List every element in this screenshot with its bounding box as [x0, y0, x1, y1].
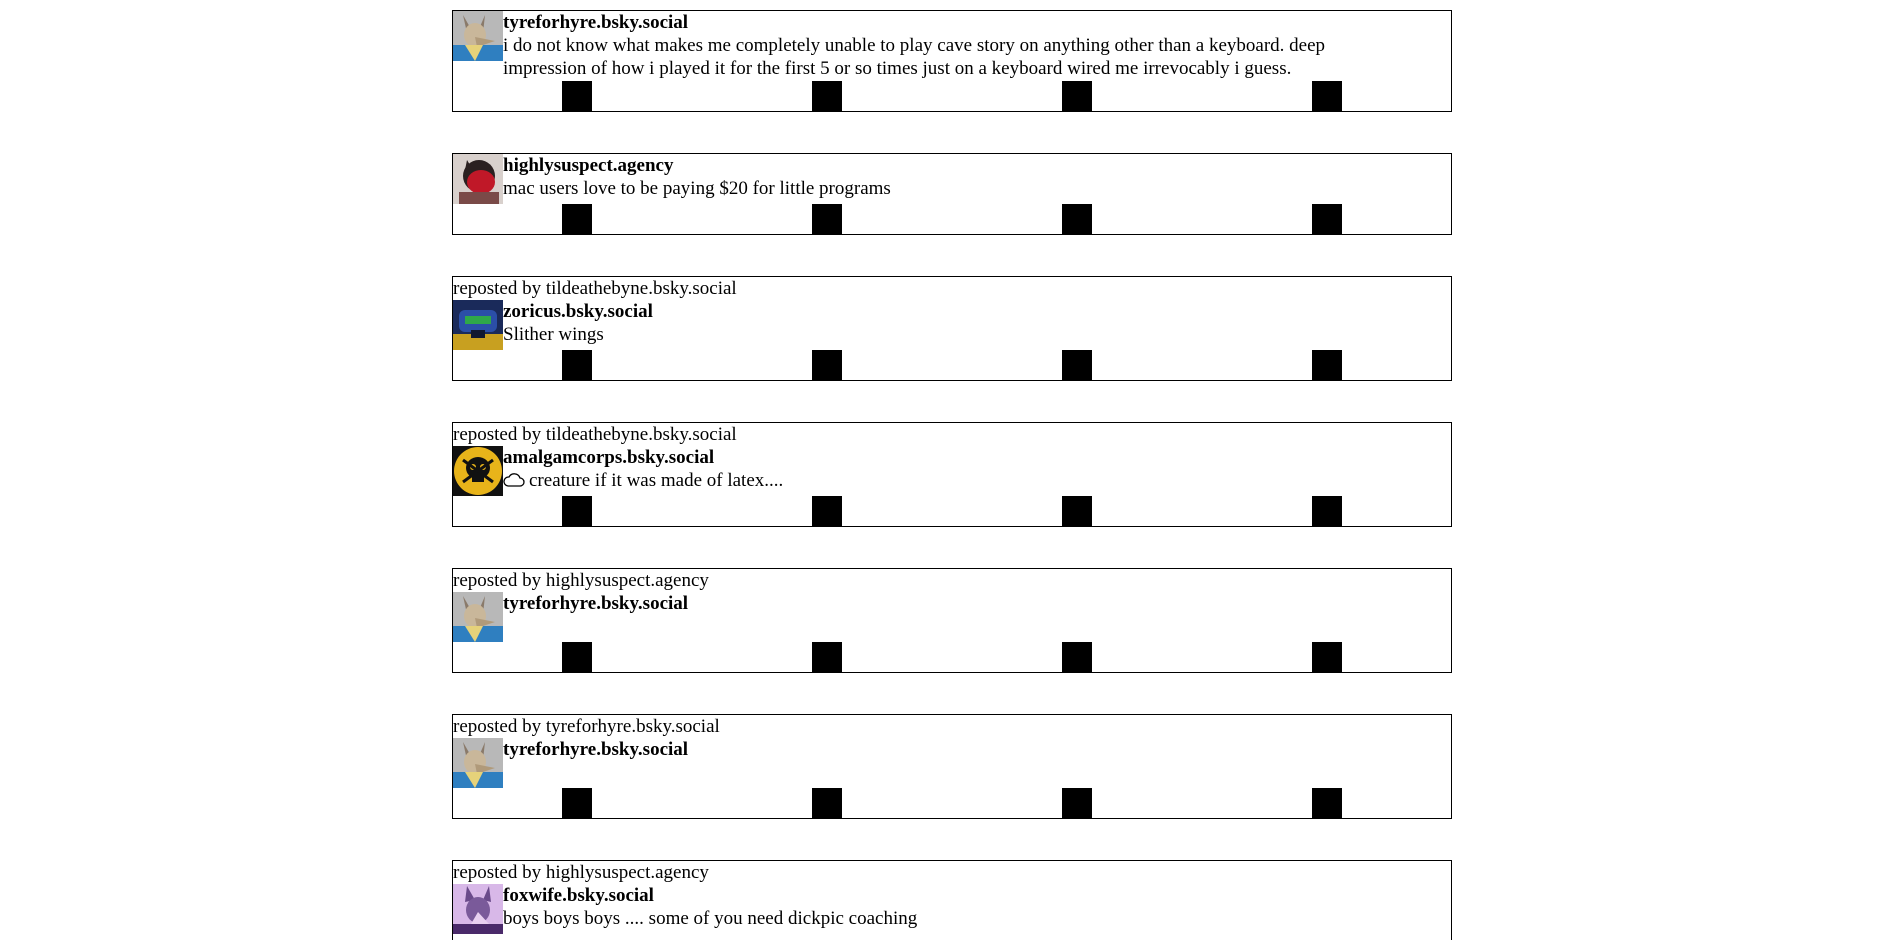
repost-attribution[interactable]: reposted by tildeathebyne.bsky.social: [453, 424, 737, 445]
repost-attribution[interactable]: reposted by highlysuspect.agency: [453, 862, 709, 883]
repost-button[interactable]: [812, 204, 842, 234]
more-button[interactable]: [1312, 204, 1342, 234]
post-handle[interactable]: highlysuspect.agency: [503, 155, 674, 176]
feed: [452, 10, 1452, 940]
repost-button[interactable]: [812, 788, 842, 818]
fox-avatar[interactable]: [453, 884, 503, 934]
post-content: [503, 738, 1451, 761]
red-masked-avatar[interactable]: [453, 154, 503, 204]
reply-button[interactable]: [562, 496, 592, 526]
wolf-avatar[interactable]: [453, 592, 503, 642]
post-content: [503, 592, 1451, 615]
repost-attribution[interactable]: reposted by tyreforhyre.bsky.social: [453, 716, 720, 737]
like-button[interactable]: [1062, 788, 1092, 818]
post-text-line: [503, 469, 1451, 492]
post-text: boys boys boys .... some of you need dickpic coaching: [503, 908, 918, 929]
reply-button[interactable]: [562, 788, 592, 818]
like-button[interactable]: [1062, 496, 1092, 526]
skull-avatar[interactable]: [453, 446, 503, 496]
post-body: [453, 738, 1451, 788]
repost-button[interactable]: [812, 496, 842, 526]
post-content: [503, 884, 1451, 930]
post-handle[interactable]: tyreforhyre.bsky.social: [503, 12, 689, 33]
post-handle[interactable]: tyreforhyre.bsky.social: [503, 739, 689, 760]
more-button[interactable]: [1312, 350, 1342, 380]
like-button[interactable]: [1062, 642, 1092, 672]
post-actions: [453, 350, 1451, 380]
post-content: [503, 446, 1451, 492]
post-body: [453, 154, 1451, 204]
post-content: [503, 154, 1451, 200]
reply-button[interactable]: [562, 204, 592, 234]
post-body: [453, 446, 1451, 496]
more-button[interactable]: [1312, 642, 1342, 672]
post-handle[interactable]: foxwife.bsky.social: [503, 885, 654, 906]
repost-attribution[interactable]: reposted by highlysuspect.agency: [453, 570, 709, 591]
like-button[interactable]: [1062, 81, 1092, 111]
post-handle[interactable]: amalgamcorps.bsky.social: [503, 447, 715, 468]
post-text: mac users love to be paying $20 for little programs: [503, 178, 891, 199]
wolf-avatar[interactable]: [453, 738, 503, 788]
post-body: [453, 300, 1451, 350]
post-content: [503, 300, 1451, 346]
post-actions: [453, 81, 1451, 111]
post: [452, 422, 1452, 527]
more-button[interactable]: [1312, 496, 1342, 526]
more-button[interactable]: [1312, 788, 1342, 818]
repost-button[interactable]: [812, 350, 842, 380]
post-handle[interactable]: tyreforhyre.bsky.social: [503, 593, 689, 614]
post-actions: [453, 204, 1451, 234]
reply-button[interactable]: [562, 642, 592, 672]
repost-button[interactable]: [812, 642, 842, 672]
like-button[interactable]: [1062, 204, 1092, 234]
post-text: i do not know what makes me completely unable to play cave story on anything other than a keyboard. deep impression of how i played it for the first 5 or so times just on a keyboard wired me irrevocably i guess.: [503, 35, 1326, 79]
post: [452, 153, 1452, 235]
post-actions: [453, 642, 1451, 672]
reply-button[interactable]: [562, 350, 592, 380]
post-actions: [453, 496, 1451, 526]
post: [452, 276, 1452, 381]
post-text: creature if it was made of latex....: [529, 470, 784, 491]
post-body: [453, 592, 1451, 642]
repost-attribution[interactable]: reposted by tildeathebyne.bsky.social: [453, 278, 737, 299]
post-body: [453, 884, 1451, 934]
more-button[interactable]: [1312, 81, 1342, 111]
post-body: [453, 11, 1451, 80]
post: [452, 860, 1452, 940]
reply-button[interactable]: [562, 81, 592, 111]
robot-avatar[interactable]: [453, 300, 503, 350]
cloud-icon: [503, 472, 525, 488]
post-content: [503, 11, 1451, 80]
repost-button[interactable]: [812, 81, 842, 111]
post: [452, 10, 1452, 112]
post-handle[interactable]: zoricus.bsky.social: [503, 301, 653, 322]
like-button[interactable]: [1062, 350, 1092, 380]
post-text: Slither wings: [503, 324, 604, 345]
post-actions: [453, 788, 1451, 818]
post: [452, 568, 1452, 673]
wolf-avatar[interactable]: [453, 11, 503, 61]
post: [452, 714, 1452, 819]
